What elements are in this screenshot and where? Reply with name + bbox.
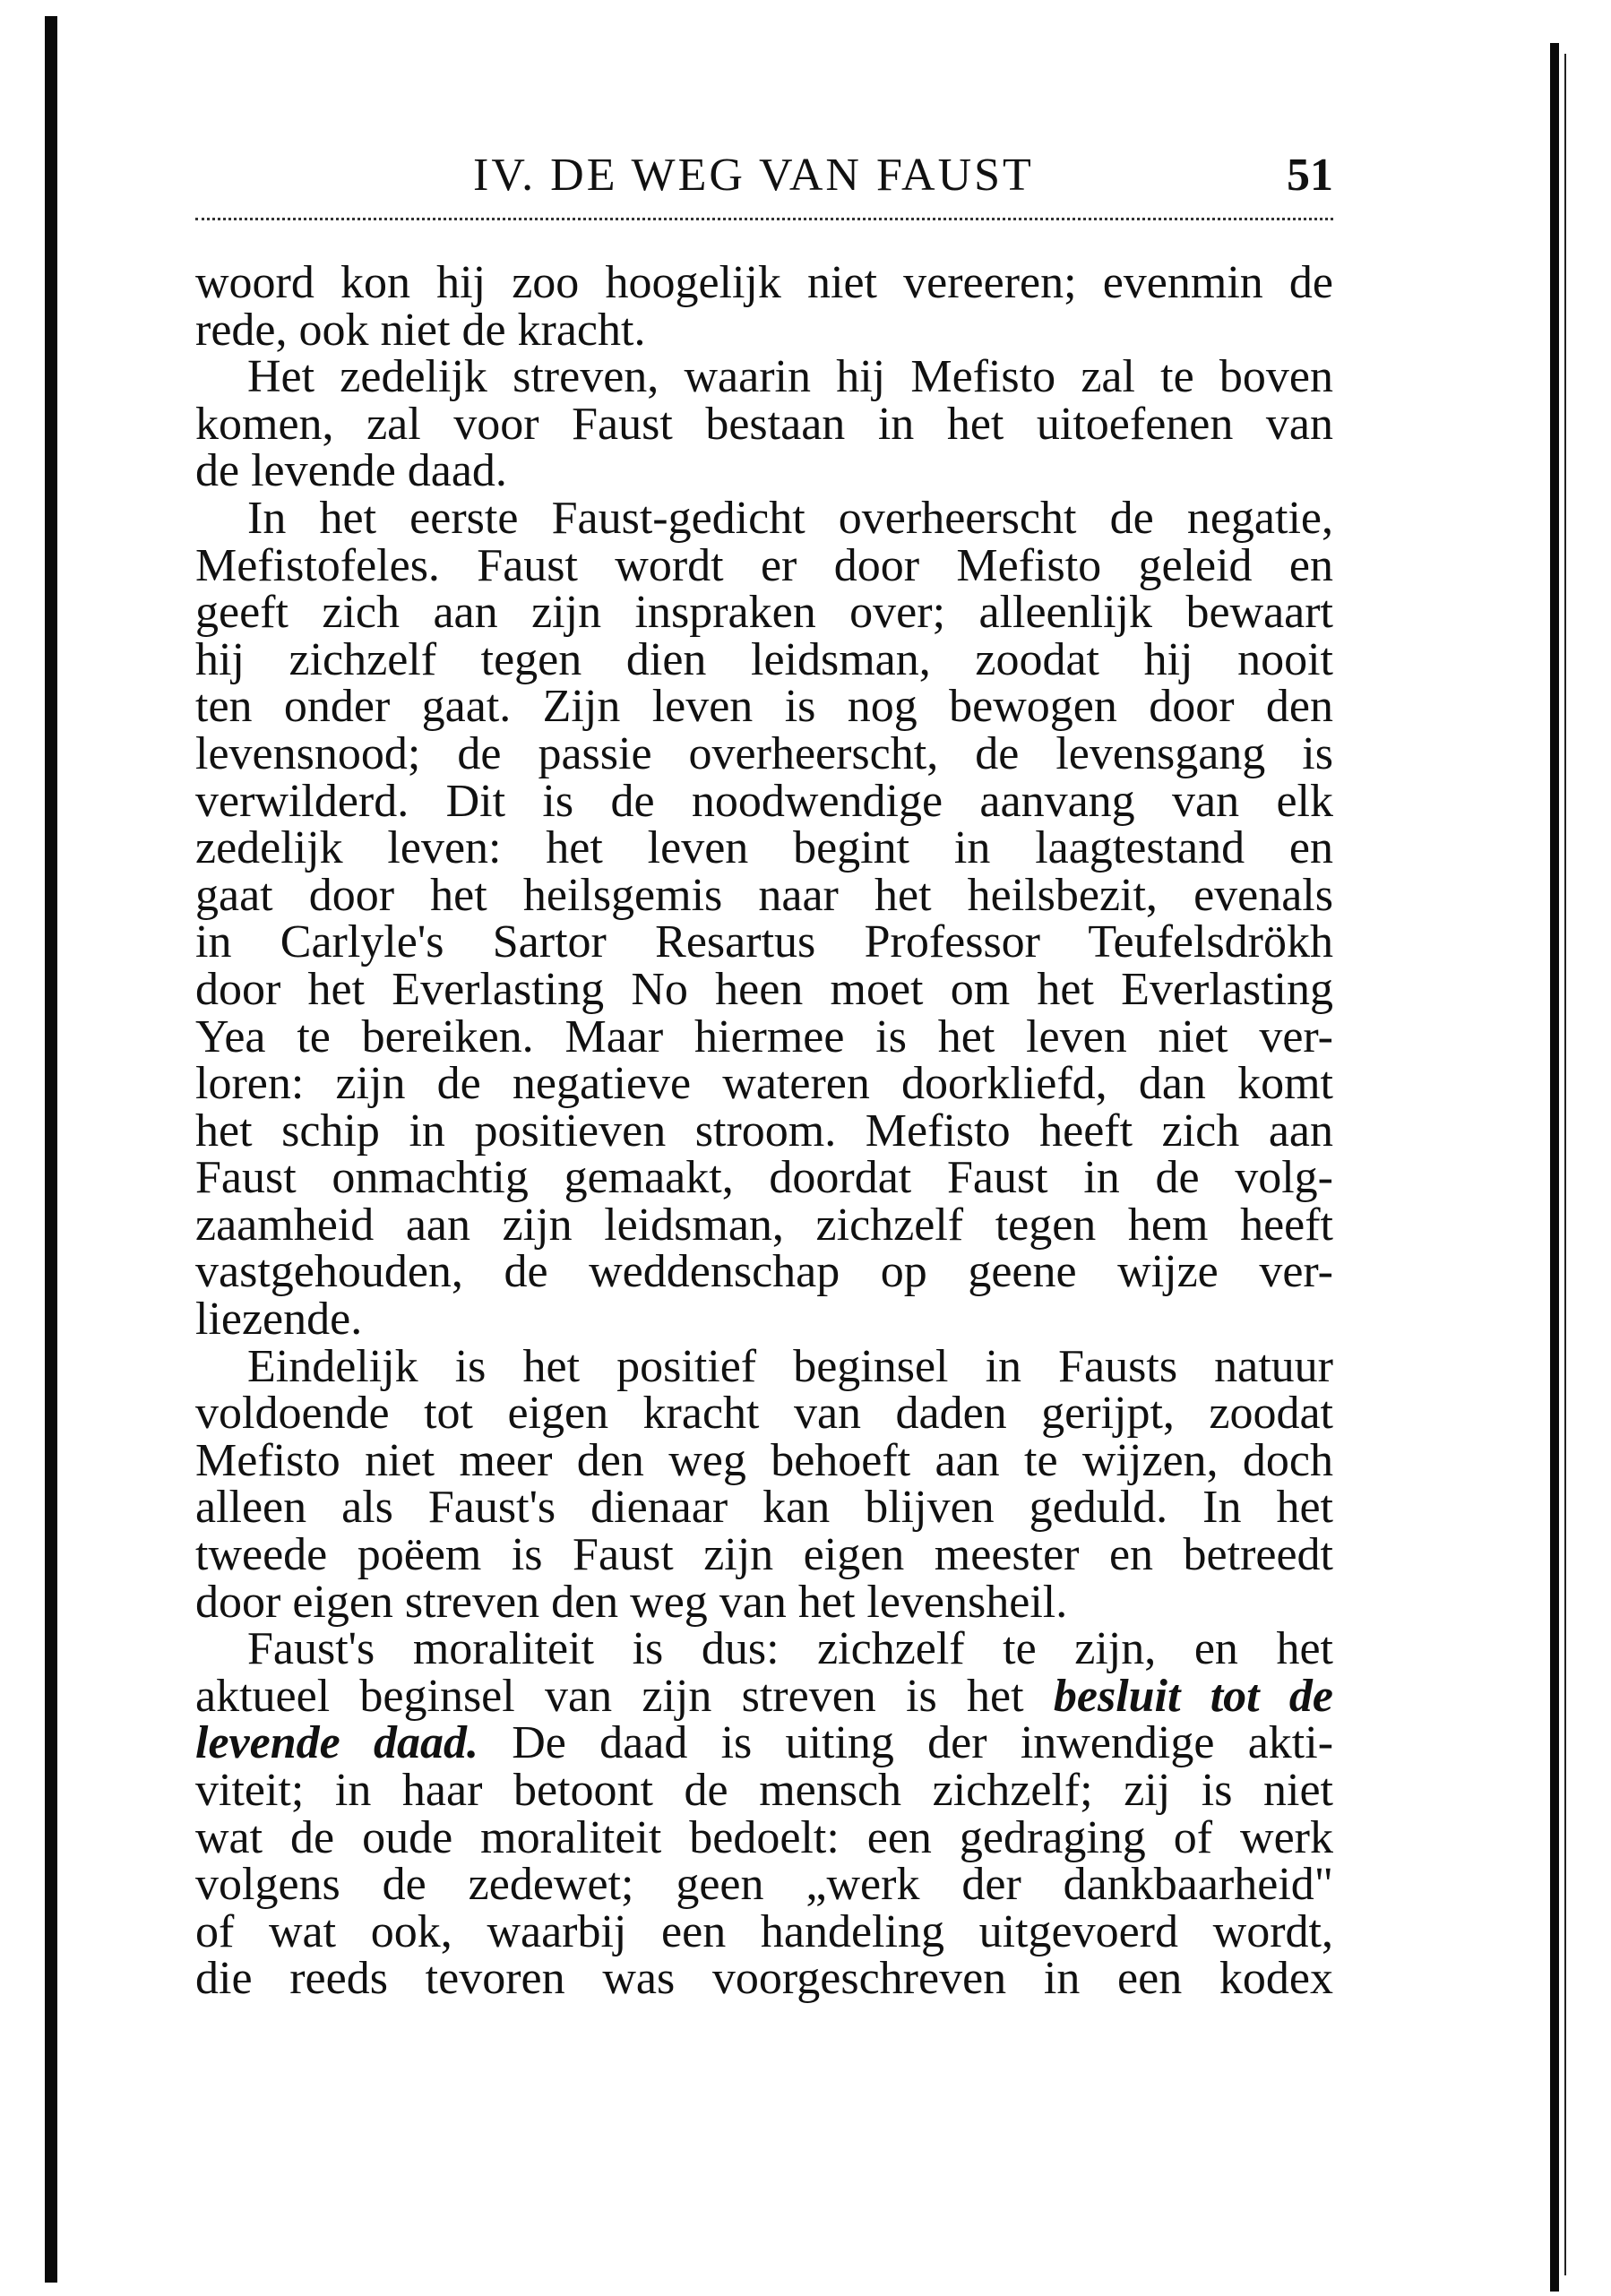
text-line: Mefistofeles. Faust wordt er door Mefisto geleid en [195,539,1333,591]
emphasized-text: levende daad. [195,1717,478,1769]
text-line-with-emphasis [195,1670,1334,1722]
text-line: Het zedelijk streven, waarin hij Mefisto zal te boven [247,351,1333,403]
running-head [195,142,1333,204]
text-line: rede, ook niet de kracht. [195,304,646,356]
page-number: 51 [1287,150,1333,201]
text-line: volgens de zedewet; geen „werk der dankbaarheid" [195,1859,1333,1911]
text-line: loren: zijn de negatieve wateren doorkliefd, dan komt [195,1058,1333,1110]
emphasized-text: besluit tot de [1053,1670,1334,1722]
text-line: de levende daad. [195,445,507,497]
header-rule [195,218,1333,220]
text-line: gaat door het heilsgemis naar het heilsbezit, evenals [195,869,1333,921]
text-line: door eigen streven den weg van het levensheil. [195,1576,1068,1628]
text-line: komen, zal voor Faust bestaan in het uitoefenen van [195,398,1333,450]
text-line: woord kon hij zoo hoogelijk niet vereeren; evenmin de [195,257,1333,308]
text-run: De daad is uiting der inwendige akti- [512,1717,1334,1769]
text-line: Mefisto niet meer den weg behoeft aan te wijzen, doch [195,1434,1333,1486]
text-line: In het eerste Faust-gedicht overheerscht de negatie, [247,492,1333,544]
text-run: aktueel beginsel van zijn streven is het [195,1670,1024,1722]
text-line: liezende. [195,1294,363,1346]
text-line: geeft zich aan zijn inspraken over; alleenlijk bewaart [195,587,1333,639]
text-line: in Carlyle's Sartor Resartus Professor Teufelsdrökh [195,916,1333,968]
scan-edge-left [45,16,57,2283]
text-line: Yea te bereiken. Maar hiermee is het leven niet ver- [195,1010,1333,1062]
chapter-title: IV. DE WEG VAN FAUST [473,150,1034,201]
text-line: door het Everlasting No heen moet om het Everlasting [195,963,1333,1015]
text-line: viteit; in haar betoont de mensch zichzelf; zij is niet [195,1765,1333,1816]
text-line: voldoende tot eigen kracht van daden gerijpt, zoodat [195,1388,1333,1440]
text-line: het schip in positieven stroom. Mefisto heeft zich aan [195,1105,1333,1157]
text-line: alleen als Faust's dienaar kan blijven geduld. In het [195,1482,1333,1534]
text-line: die reeds tevoren was voorgeschreven in een kodex [195,1953,1333,2005]
text-line: zaamheid aan zijn leidsman, zichzelf tegen hem heeft [195,1199,1333,1251]
scan-edge-right [1550,43,1559,2292]
text-line: zedelijk leven: het leven begint in laagtestand en [195,822,1333,874]
scan-edge-right-thin [1564,54,1566,2275]
text-line: vastgehouden, de weddenschap op geene wijze ver- [195,1246,1333,1298]
text-line: of wat ook, waarbij een handeling uitgevoerd wordt, [195,1905,1333,1957]
text-line: hij zichzelf tegen dien leidsman, zoodat hij nooit [195,633,1333,685]
text-line: verwilderd. Dit is de noodwendige aanvang van elk [195,775,1333,827]
text-line-with-emphasis [195,1717,1334,1769]
text-line: Faust's moraliteit is dus: zichzelf te zijn, en het [247,1623,1333,1675]
text-line: Faust onmachtig gemaakt, doordat Faust in de volg- [195,1152,1333,1204]
text-line: ten onder gaat. Zijn leven is nog bewogen door den [195,681,1333,733]
text-line: tweede poëem is Faust zijn eigen meester en betreedt [195,1529,1333,1581]
text-line: wat de oude moraliteit bedoelt: een gedraging of werk [195,1811,1333,1863]
text-line: levensnood; de passie overheerscht, de levensgang is [195,727,1333,779]
body-text [195,257,1334,2005]
text-line: Eindelijk is het positief beginsel in Fausts natuur [247,1340,1333,1392]
